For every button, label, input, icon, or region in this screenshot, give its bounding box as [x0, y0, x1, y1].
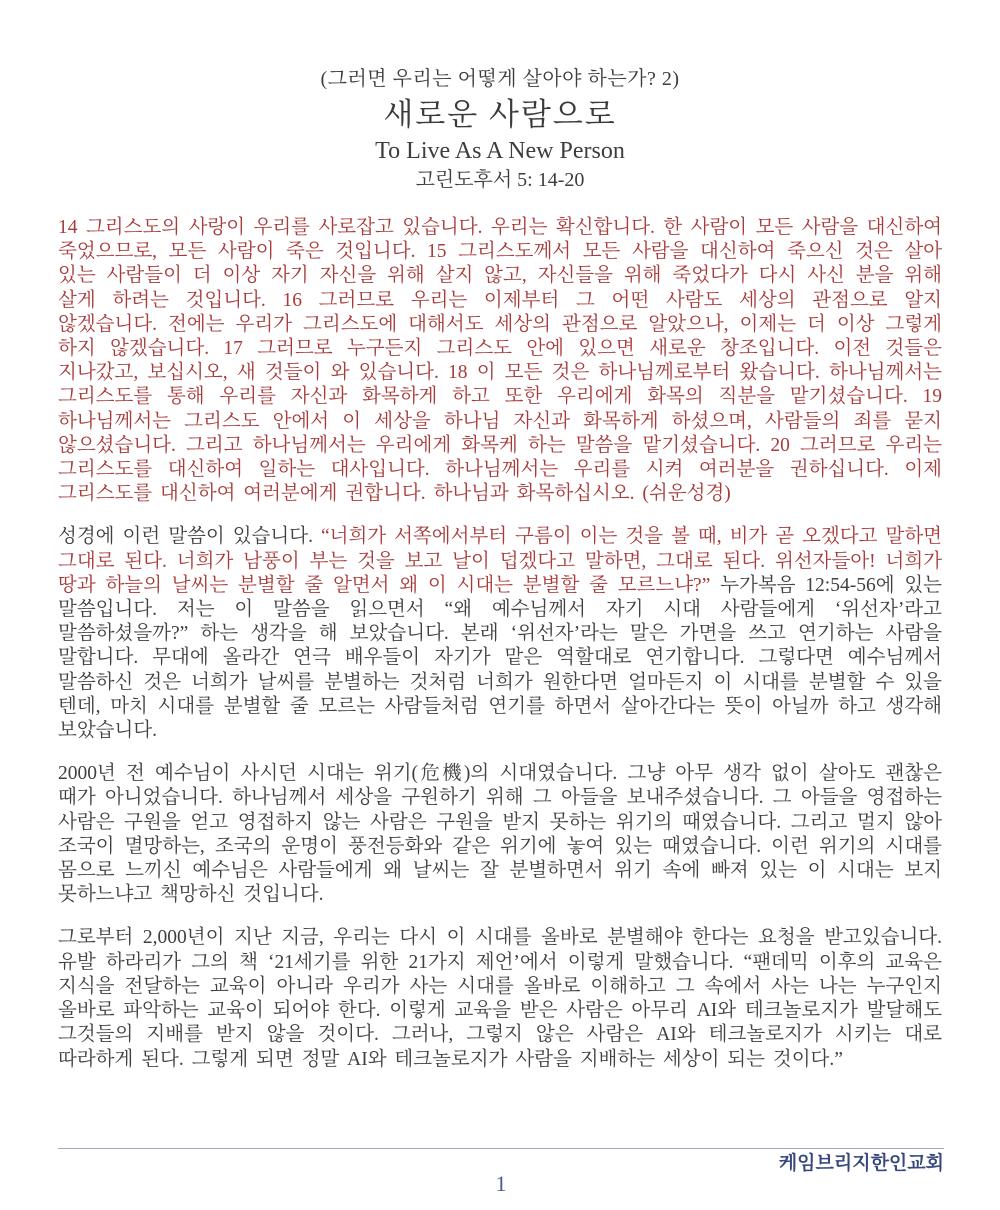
document-header — [58, 66, 942, 194]
paragraph-crisis-era: 2000년 전 예수님이 사시던 시대는 위기(危機)의 시대였습니다. 그냥 아무 생각 없이 살아도 괜찮은 때가 아니었습니다. 하나님께서 세상을 구원하기 위해 그 아들을 보내주셨습니다. 그 아들을 영접하는 사람은 구원을 얻고 영접하지 않는 사람은 구원을 받지 못하는 위기의 때였습니다. 그리고 멀지 않아 조국이 멸망하는, 조국의 운명이 풍전등화와 같은 위기에 놓여 있는 때였습니다. 이런 위기의 시대를 몸으로 느끼신 예수님은 사람들에게 왜 날씨는 잘 분별하면서 위기 속에 빠져 있는 이 시대는 보지 못하느냐고 책망하신 것입니다. — [58, 763, 942, 906]
subtitle-english: To Live As A New Person — [375, 138, 625, 164]
paragraph-intro-text: 성경에 이런 말씀이 있습니다. — [58, 526, 321, 548]
scripture-passage: 14 그리스도의 사랑이 우리를 사로잡고 있습니다. 우리는 확신합니다. 한 사람이 모든 사람을 대신하여 죽었으므로, 모든 사람이 죽은 것입니다. 15 그리스도께서 모든 사람을 대신하여 죽으신 것은 살아 있는 사람들이 더 이상 자기 자신을 위해 살지 않고, 자신들을 위해 죽었다가 다시 사신 분을 위해 살게 하려는 것입니다. 16 그러므로 우리는 이제부터 그 어떤 사람도 세상의 관점으로 알지 않겠습니다. 전에는 우리가 그리스도에 대해서도 세상의 관점으로 알았으나, 이제는 더 이상 그렇게 하지 않겠습니다. 17 그러므로 누구든지 그리스도 안에 있으면 새로운 창조입니다. 이전 것들은 지나갔고, 보십시오, 새 것들이 와 있습니다. 18 이 모든 것은 하나님께로부터 왔습니다. 하나님께서는 그리스도를 통해 우리를 자신과 화목하게 하고 또한 우리에게 화목의 직분을 맡기셨습니다. 19 하나님께서는 그리스도 안에서 이 세상을 하나님 자신과 화목하게 하셨으며, 사람들의 죄를 묻지 않으셨습니다. 그리고 하나님께서는 우리에게 화목케 하는 말씀을 맡기셨습니다. 20 그러므로 우리는 그리스도를 대신하여 일하는 대사입니다. 하나님께서는 우리를 시켜 여러분을 권하십니다. 이제 그리스도를 대신하여 여러분에게 권합니다. 하나님과 화목하십시오. (쉬운성경) — [58, 217, 942, 505]
page-number: 1 — [495, 1171, 507, 1196]
quoted-scripture-luke: “너희가 서쪽에서부터 구름이 이는 것을 볼 때, 비가 곧 오겠다고 말하면 그대로 된다. 너희가 남풍이 부는 것을 보고 날이 덥겠다고 말하면, 그대로 된다. 위선자들아! 너희가 땅과 하늘의 날씨는 분별할 줄 알면서 왜 이 시대는 분별할 줄 모르느냐?” — [58, 526, 942, 596]
series-note: (그러면 우리는 어떻게 살아야 하는가? 2) — [320, 68, 680, 90]
paragraph-harari-quote: 그로부터 2,000년이 지난 지금, 우리는 다시 이 시대를 올바로 분별해야 한다는 요청을 받고있습니다. 유발 하라리가 그의 책 ‘21세기를 위한 21가지 제언’에서 이렇게 말했습니다. “팬데믹 이후의 교육은 지식을 전달하는 교육이 아니라 우리가 사는 시대를 올바로 이해하고 그 속에서 사는 나는 누구인지 올바로 파악하는 교육이 되어야 한다. 이렇게 교육을 받은 사람은 아무리 AI와 테크놀로지가 발달해도 그것들의 지배를 받지 않을 것이다. 그러나, 그렇지 않은 사람은 AI와 테크놀로지가 시키는 대로 따라하게 된다. 그렇게 되면 정말 AI와 테크놀로지가 사람을 지배하는 세상이 되는 것이다.” — [58, 927, 942, 1070]
footer-divider — [58, 1148, 944, 1149]
sermon-body — [58, 216, 942, 1072]
scripture-reference: 고린도후서 5: 14-20 — [415, 169, 585, 191]
page-title: 새로운 사람으로 — [383, 97, 617, 132]
paragraph-hypocrites — [58, 525, 942, 743]
church-name: 케임브리지한인교회 — [778, 1153, 944, 1174]
paragraph-commentary-text: 누가복음 12:54-56에 있는 말씀입니다. 저는 이 말씀을 읽으면서 “왜 예수님께서 자기 시대 사람들에게 ‘위선자’라고 말씀하셨을까?” 하는 생각을 해 보았습니다. 본래 ‘위선자’라는 말은 가면을 쓰고 연기하는 사람을 말합니다. 무대에 올라간 연극 배우들이 자기가 맡은 역할대로 연기합니다. 그렇다면 예수님께서 말씀하신 것은 너희가 날씨를 분별하는 것처럼 너희가 원한다면 얼마든지 이 시대를 분별할 수 있을 텐데, 마치 시대를 분별할 줄 모르는 사람들처럼 연기를 하면서 살아간다는 뜻이 아닐까 하고 생각해 보았습니다. — [58, 574, 942, 742]
document-footer — [58, 1148, 944, 1196]
